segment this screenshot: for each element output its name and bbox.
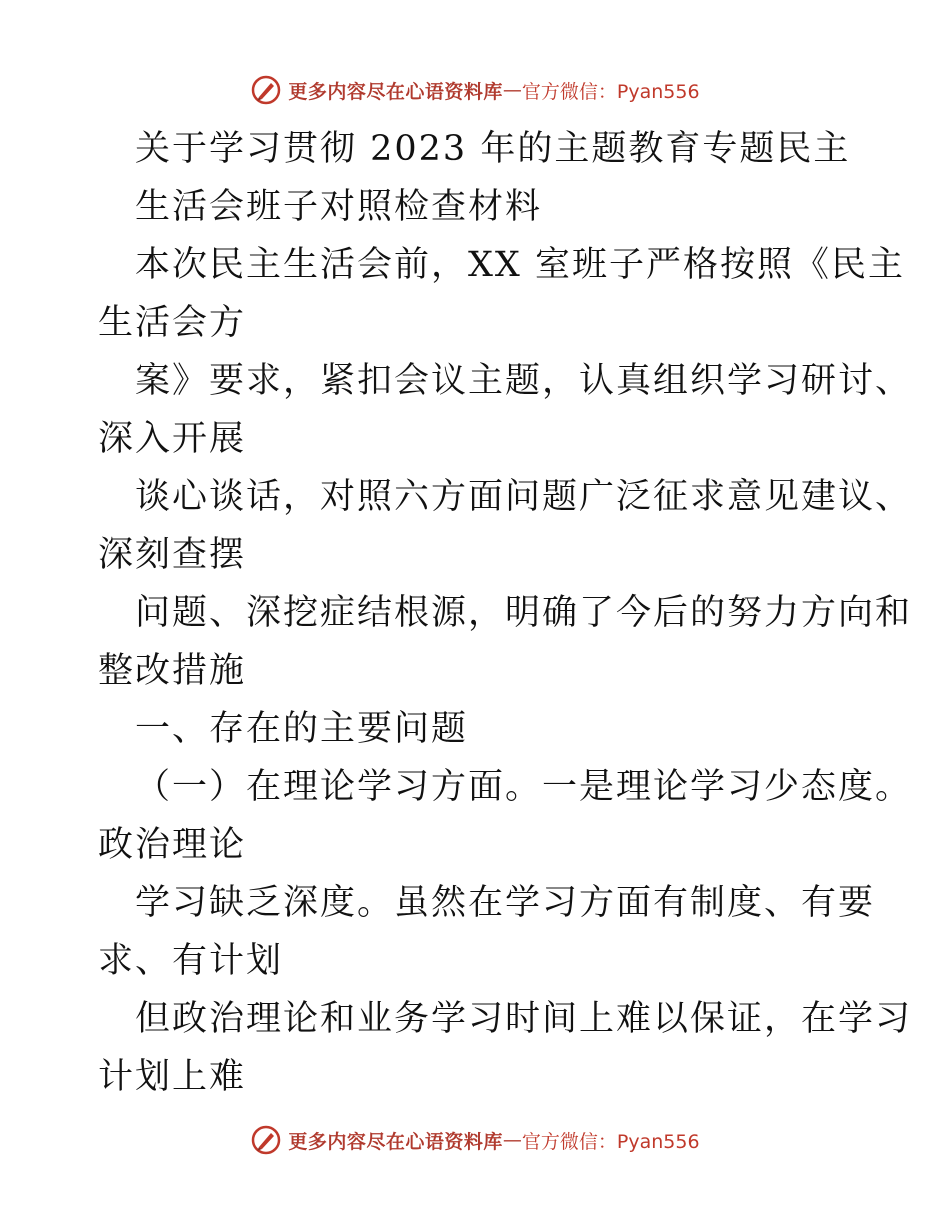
- paragraph-line: 深入开展: [98, 419, 247, 459]
- paragraph-line: 本次民主生活会前，XX 室班子严格按照《民主: [135, 245, 905, 285]
- paragraph-line: 整改措施: [98, 651, 247, 691]
- footer-watermark: [0, 1120, 950, 1160]
- document-title-line-2: 生活会班子对照检查材料: [135, 187, 543, 227]
- pen-logo-icon: [250, 74, 282, 106]
- section-heading: 一、存在的主要问题: [135, 709, 469, 749]
- paragraph-line: 政治理论: [98, 825, 247, 865]
- watermark-site-name: 更多内容尽在心语资料库: [288, 80, 503, 103]
- paragraph-line: 案》要求，紧扣会议主题，认真组织学习研讨、: [135, 361, 913, 401]
- watermark-site-name: 更多内容尽在心语资料库: [288, 1130, 503, 1153]
- paragraph-line: 求、有计划: [98, 941, 284, 981]
- paragraph-line: 问题、深挖症结根源，明确了今后的努力方向和: [135, 593, 913, 633]
- document-title-line-1: 关于学习贯彻 2023 年的主题教育专题民主: [135, 129, 851, 169]
- paragraph-line: 深刻查摆: [98, 535, 247, 575]
- pen-logo-icon: [250, 1124, 282, 1156]
- watermark-wechat: 官方微信：Pyan556: [521, 80, 700, 103]
- paragraph-line: （一）在理论学习方面。一是理论学习少态度。: [135, 767, 913, 807]
- paragraph-line: 计划上难: [98, 1057, 247, 1097]
- watermark-dash: —: [502, 79, 522, 101]
- header-watermark: [0, 70, 950, 110]
- paragraph-line: 但政治理论和业务学习时间上难以保证，在学习: [135, 999, 913, 1039]
- paragraph-line: 谈心谈话，对照六方面问题广泛征求意见建议、: [135, 477, 913, 517]
- paragraph-line: 生活会方: [98, 303, 247, 343]
- document-body: [98, 120, 913, 1106]
- watermark-dash: —: [502, 1129, 522, 1151]
- paragraph-line: 学习缺乏深度。虽然在学习方面有制度、有要: [135, 883, 876, 923]
- watermark-wechat: 官方微信：Pyan556: [521, 1130, 700, 1153]
